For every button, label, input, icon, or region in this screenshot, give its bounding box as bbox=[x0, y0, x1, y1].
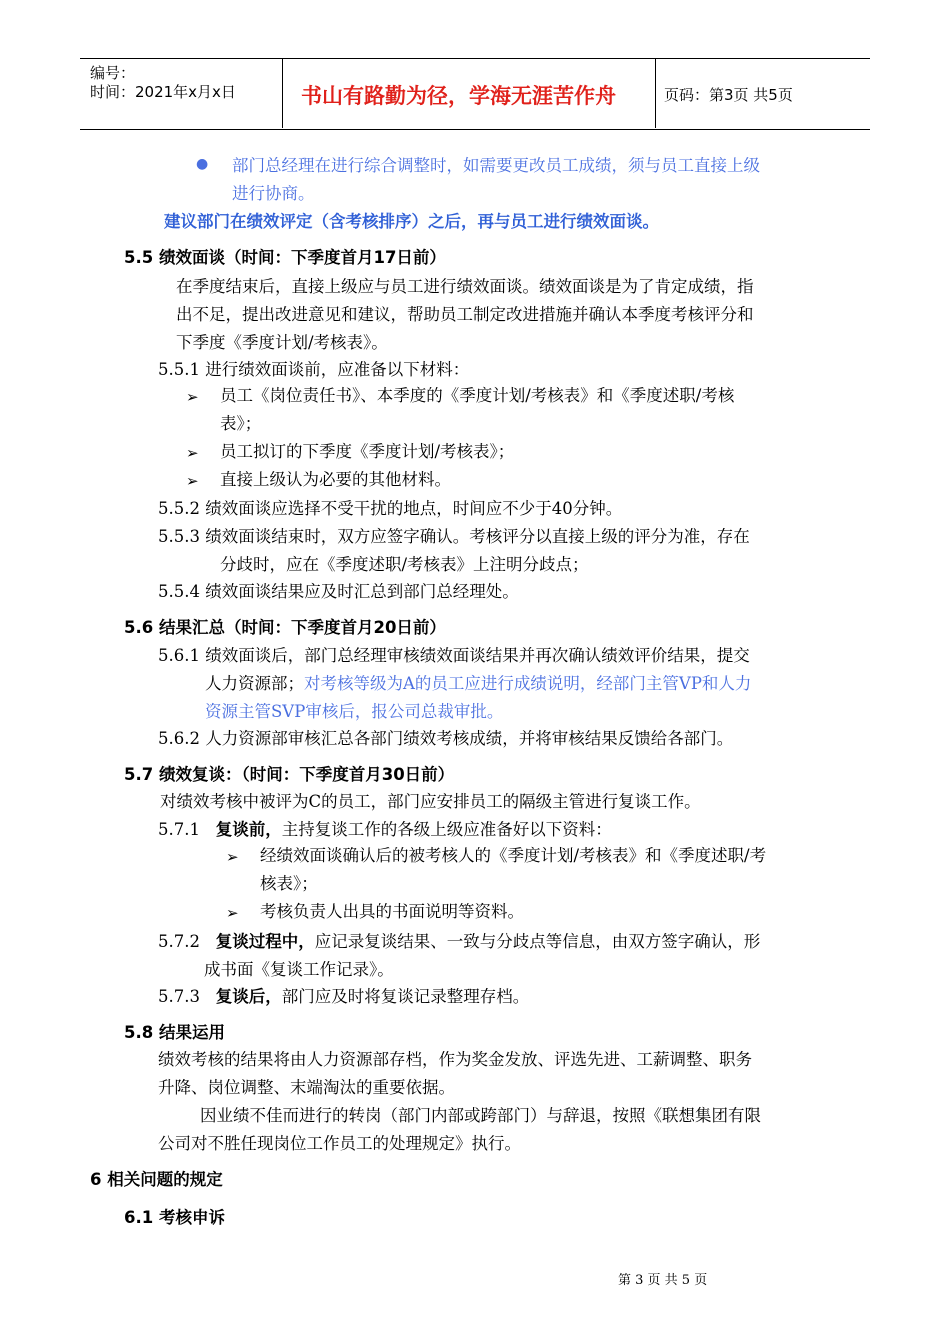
subsection: 5.7.2 复谈过程中，应记录复谈结果、一致与分歧点等信息，由双方签字确认，形 bbox=[158, 932, 761, 951]
list-item: 直接上级认为必要的其他材料。 bbox=[220, 470, 451, 489]
header-divider bbox=[282, 58, 283, 128]
serial-label: 编号： bbox=[90, 64, 136, 82]
subsection: 分歧时，应在《季度述职/考核表》上注明分歧点； bbox=[220, 555, 589, 574]
suggestion: 建议部门在绩效评定（含考核排序）之后，再与员工进行绩效面谈。 bbox=[164, 212, 659, 231]
arrow-bullet-icon: ➢ bbox=[186, 444, 199, 462]
paragraph: 下季度《季度计划/考核表》。 bbox=[176, 333, 388, 352]
paragraph: 对绩效考核中被评为C的员工，部门应安排员工的隔级主管进行复谈工作。 bbox=[160, 792, 701, 811]
arrow-bullet-icon: ➢ bbox=[226, 848, 239, 866]
subsection: 5.5.2 绩效面谈应选择不受干扰的地点，时间应不少于40分钟。 bbox=[158, 499, 623, 518]
subsection: 5.7.3 复谈后，部门应及时将复谈记录整理存档。 bbox=[158, 987, 530, 1006]
paragraph: 公司对不胜任现岗位工作员工的处理规定》执行。 bbox=[158, 1134, 521, 1153]
paragraph: 在季度结束后，直接上级应与员工进行绩效面谈。绩效面谈是为了肯定成绩，指 bbox=[176, 277, 754, 296]
subsection: 成书面《复谈工作记录》。 bbox=[204, 960, 394, 979]
paragraph: 因业绩不佳而进行的转岗（部门内部或跨部门）与辞退，按照《联想集团有限 bbox=[200, 1106, 761, 1125]
list-item: 员工《岗位责任书》、本季度的《季度计划/考核表》和《季度述职/考核 bbox=[220, 386, 735, 405]
subsection: 5.5.3 绩效面谈结束时，双方应签字确认。考核评分以直接上级的评分为准，存在 bbox=[158, 527, 750, 546]
paragraph: 升降、岗位调整、末端淘汰的重要依据。 bbox=[158, 1078, 455, 1097]
arrow-bullet-icon: ➢ bbox=[226, 904, 239, 922]
time-label: 时间：2021年x月x日 bbox=[90, 83, 236, 101]
list-item: 表》； bbox=[220, 414, 262, 433]
page-footer: 第 3 页 共 5 页 bbox=[618, 1273, 708, 1288]
subsection: 5.6.2 人力资源部审核汇总各部门绩效考核成绩，并将审核结果反馈给各部门。 bbox=[158, 729, 734, 748]
subsection: 5.5.4 绩效面谈结果应及时汇总到部门总经理处。 bbox=[158, 582, 519, 601]
subsection: 5.5.1 进行绩效面谈前，应准备以下材料： bbox=[158, 360, 470, 379]
subsection: 资源主管SVP审核后，报公司总裁审批。 bbox=[205, 702, 504, 721]
subsection: 5.7.1 复谈前，主持复谈工作的各级上级应准备好以下资料： bbox=[158, 820, 612, 839]
section-title: 5.5 绩效面谈（时间：下季度首月17日前） bbox=[124, 248, 446, 267]
subsection: 人力资源部；对考核等级为A的员工应进行成绩说明，经部门主管VP和人力 bbox=[205, 674, 752, 693]
section-title: 5.7 绩效复谈：（时间：下季度首月30日前） bbox=[124, 765, 455, 784]
list-item: 员工拟订的下季度《季度计划/考核表》； bbox=[220, 442, 515, 461]
bullet-dot-icon: ● bbox=[196, 156, 209, 172]
header-motto: 书山有路勤为径，学海无涯苦作舟 bbox=[301, 84, 616, 108]
arrow-bullet-icon: ➢ bbox=[186, 388, 199, 406]
paragraph: 出不足，提出改进意见和建议，帮助员工制定改进措施并确认本季度考核评分和 bbox=[176, 305, 754, 324]
section-title: 5.6 结果汇总（时间：下季度首月20日前） bbox=[124, 618, 446, 637]
paragraph: 绩效考核的结果将由人力资源部存档，作为奖金发放、评选先进、工薪调整、职务 bbox=[158, 1050, 752, 1069]
bullet-text: 进行协商。 bbox=[232, 184, 315, 203]
list-item: 考核负责人出具的书面说明等资料。 bbox=[260, 902, 524, 921]
list-item: 核表》； bbox=[260, 874, 318, 893]
header-divider bbox=[655, 58, 656, 128]
section-title: 5.8 结果运用 bbox=[124, 1023, 225, 1042]
section-title: 6.1 考核申诉 bbox=[124, 1208, 225, 1227]
subsection: 5.6.1 绩效面谈后，部门总经理审核绩效面谈结果并再次确认绩效评价结果，提交 bbox=[158, 646, 750, 665]
arrow-bullet-icon: ➢ bbox=[186, 472, 199, 490]
list-item: 经绩效面谈确认后的被考核人的《季度计划/考核表》和《季度述职/考 bbox=[260, 846, 767, 865]
section-title: 6 相关问题的规定 bbox=[90, 1170, 223, 1189]
bullet-text: 部门总经理在进行综合调整时，如需要更改员工成绩，须与员工直接上级 bbox=[232, 156, 760, 175]
page-label: 页码：第3页 共5页 bbox=[664, 86, 793, 104]
